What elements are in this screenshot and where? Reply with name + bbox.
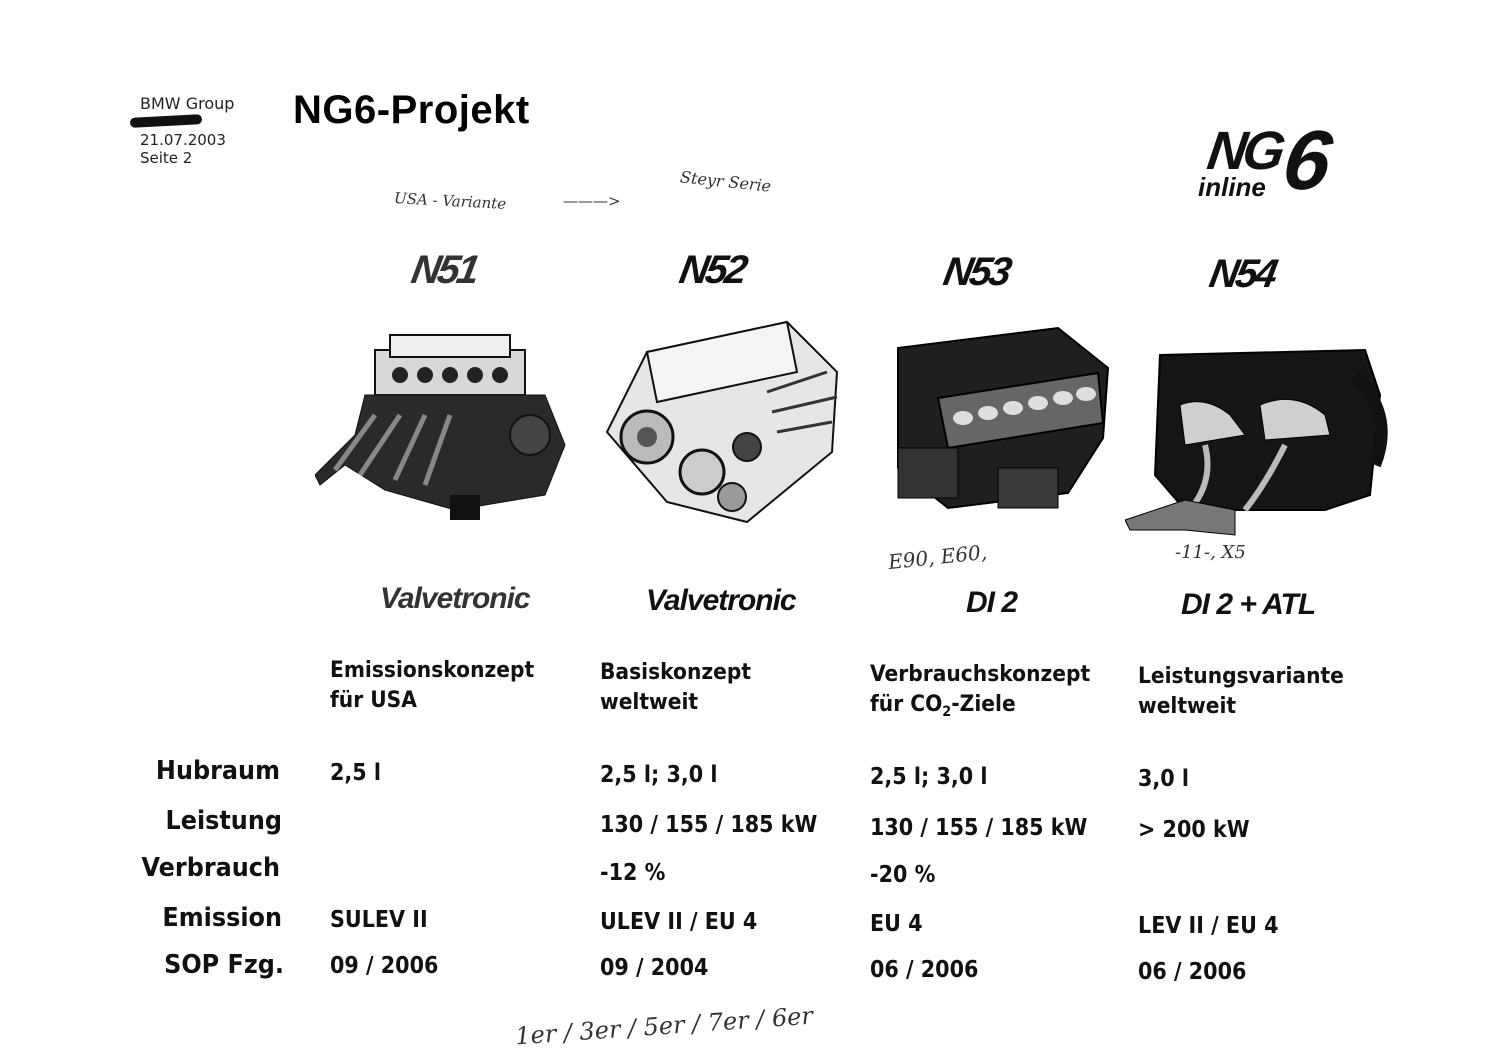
brand-label: BMW Group (140, 94, 235, 113)
table-cell: 2,5 l; 3,0 l (600, 762, 718, 788)
handwritten-note-serie: Steyr Serie (679, 167, 773, 196)
engine-photo-n52 (597, 312, 872, 532)
table-cell: 2,5 l; 3,0 l (870, 764, 988, 790)
table-cell: -12 % (600, 860, 666, 886)
concept-n53-line2 (870, 690, 1090, 727)
concept-n54-line2: weltweit (1138, 694, 1237, 719)
row-label-emission: Emission (162, 903, 282, 933)
document-date: 21.07.2003 (140, 131, 226, 149)
table-cell: 3,0 l (1138, 766, 1189, 792)
concept-n52 (600, 658, 751, 718)
logo-inline-text: inline (1198, 172, 1266, 202)
engine-photo-n54 (1125, 335, 1400, 555)
tech-label-n54: DI 2 + ATL (1181, 588, 1316, 621)
table-cell: EU 4 (870, 911, 923, 937)
table-cell: 09 / 2004 (600, 955, 709, 981)
table-cell: 06 / 2006 (870, 957, 979, 983)
concept-n54 (1138, 662, 1344, 722)
concept-n53 (870, 660, 1090, 727)
engine-photo-n53 (878, 318, 1153, 538)
row-label-leistung: Leistung (165, 806, 282, 836)
table-cell: 09 / 2006 (330, 953, 439, 979)
tech-label-n52: Valvetronic (646, 584, 796, 617)
table-cell: 2,5 l (330, 760, 381, 786)
concept-n53-line2a: für CO (870, 692, 943, 717)
concept-n53-line2b: -Ziele (951, 692, 1016, 717)
table-cell: SULEV II (330, 907, 428, 933)
engine-code-n51: N51 (408, 248, 481, 292)
tech-label-n53: DI 2 (966, 586, 1018, 619)
engine-photo-n51 (315, 305, 590, 525)
page-title: NG6-Projekt (293, 88, 530, 132)
table-cell: > 200 kW (1138, 817, 1250, 843)
handwritten-note-n54: -11-, X5 (1175, 542, 1246, 563)
engine-code-n53: N53 (940, 250, 1013, 294)
engine-code-n54: N54 (1206, 252, 1279, 296)
ng6-inline-logo (1196, 113, 1346, 210)
concept-n53-line1: Verbrauchskonzept (870, 662, 1091, 687)
handwritten-note-usa: USA - Variante (393, 189, 507, 213)
table-cell: ULEV II / EU 4 (600, 909, 758, 935)
logo-ng-text: NG (1203, 121, 1286, 181)
engine-code-n52: N52 (676, 248, 749, 292)
concept-n51 (330, 656, 534, 716)
concept-n52-line2: weltweit (600, 690, 699, 715)
row-label-sop: SOP Fzg. (164, 950, 284, 980)
tech-label-n51: Valvetronic (380, 582, 530, 615)
concept-n52-line1: Basiskonzept (600, 660, 752, 685)
redacted-logo-icon (130, 114, 202, 128)
table-cell: 130 / 155 / 185 kW (600, 812, 818, 838)
page-number: Seite 2 (140, 149, 193, 167)
row-label-hubraum: Hubraum (155, 756, 280, 786)
handwritten-note-n53: E90, E60, (887, 539, 989, 575)
handwritten-arrow: ———> (563, 192, 621, 210)
concept-n53-subscript: 2 (942, 704, 952, 720)
table-cell: 130 / 155 / 185 kW (870, 815, 1088, 841)
concept-n54-line1: Leistungsvariante (1138, 664, 1344, 689)
table-cell: 06 / 2006 (1138, 959, 1247, 985)
table-cell: LEV II / EU 4 (1138, 913, 1279, 939)
concept-n51-line1: Emissionskonzept (330, 658, 535, 683)
logo-six-text: 6 (1277, 113, 1338, 207)
concept-n51-line2: für USA (330, 688, 417, 713)
handwritten-note-series: 1er / 3er / 5er / 7er / 6er (514, 1001, 814, 1051)
row-label-verbrauch: Verbrauch (141, 853, 280, 883)
table-cell: -20 % (870, 862, 936, 888)
